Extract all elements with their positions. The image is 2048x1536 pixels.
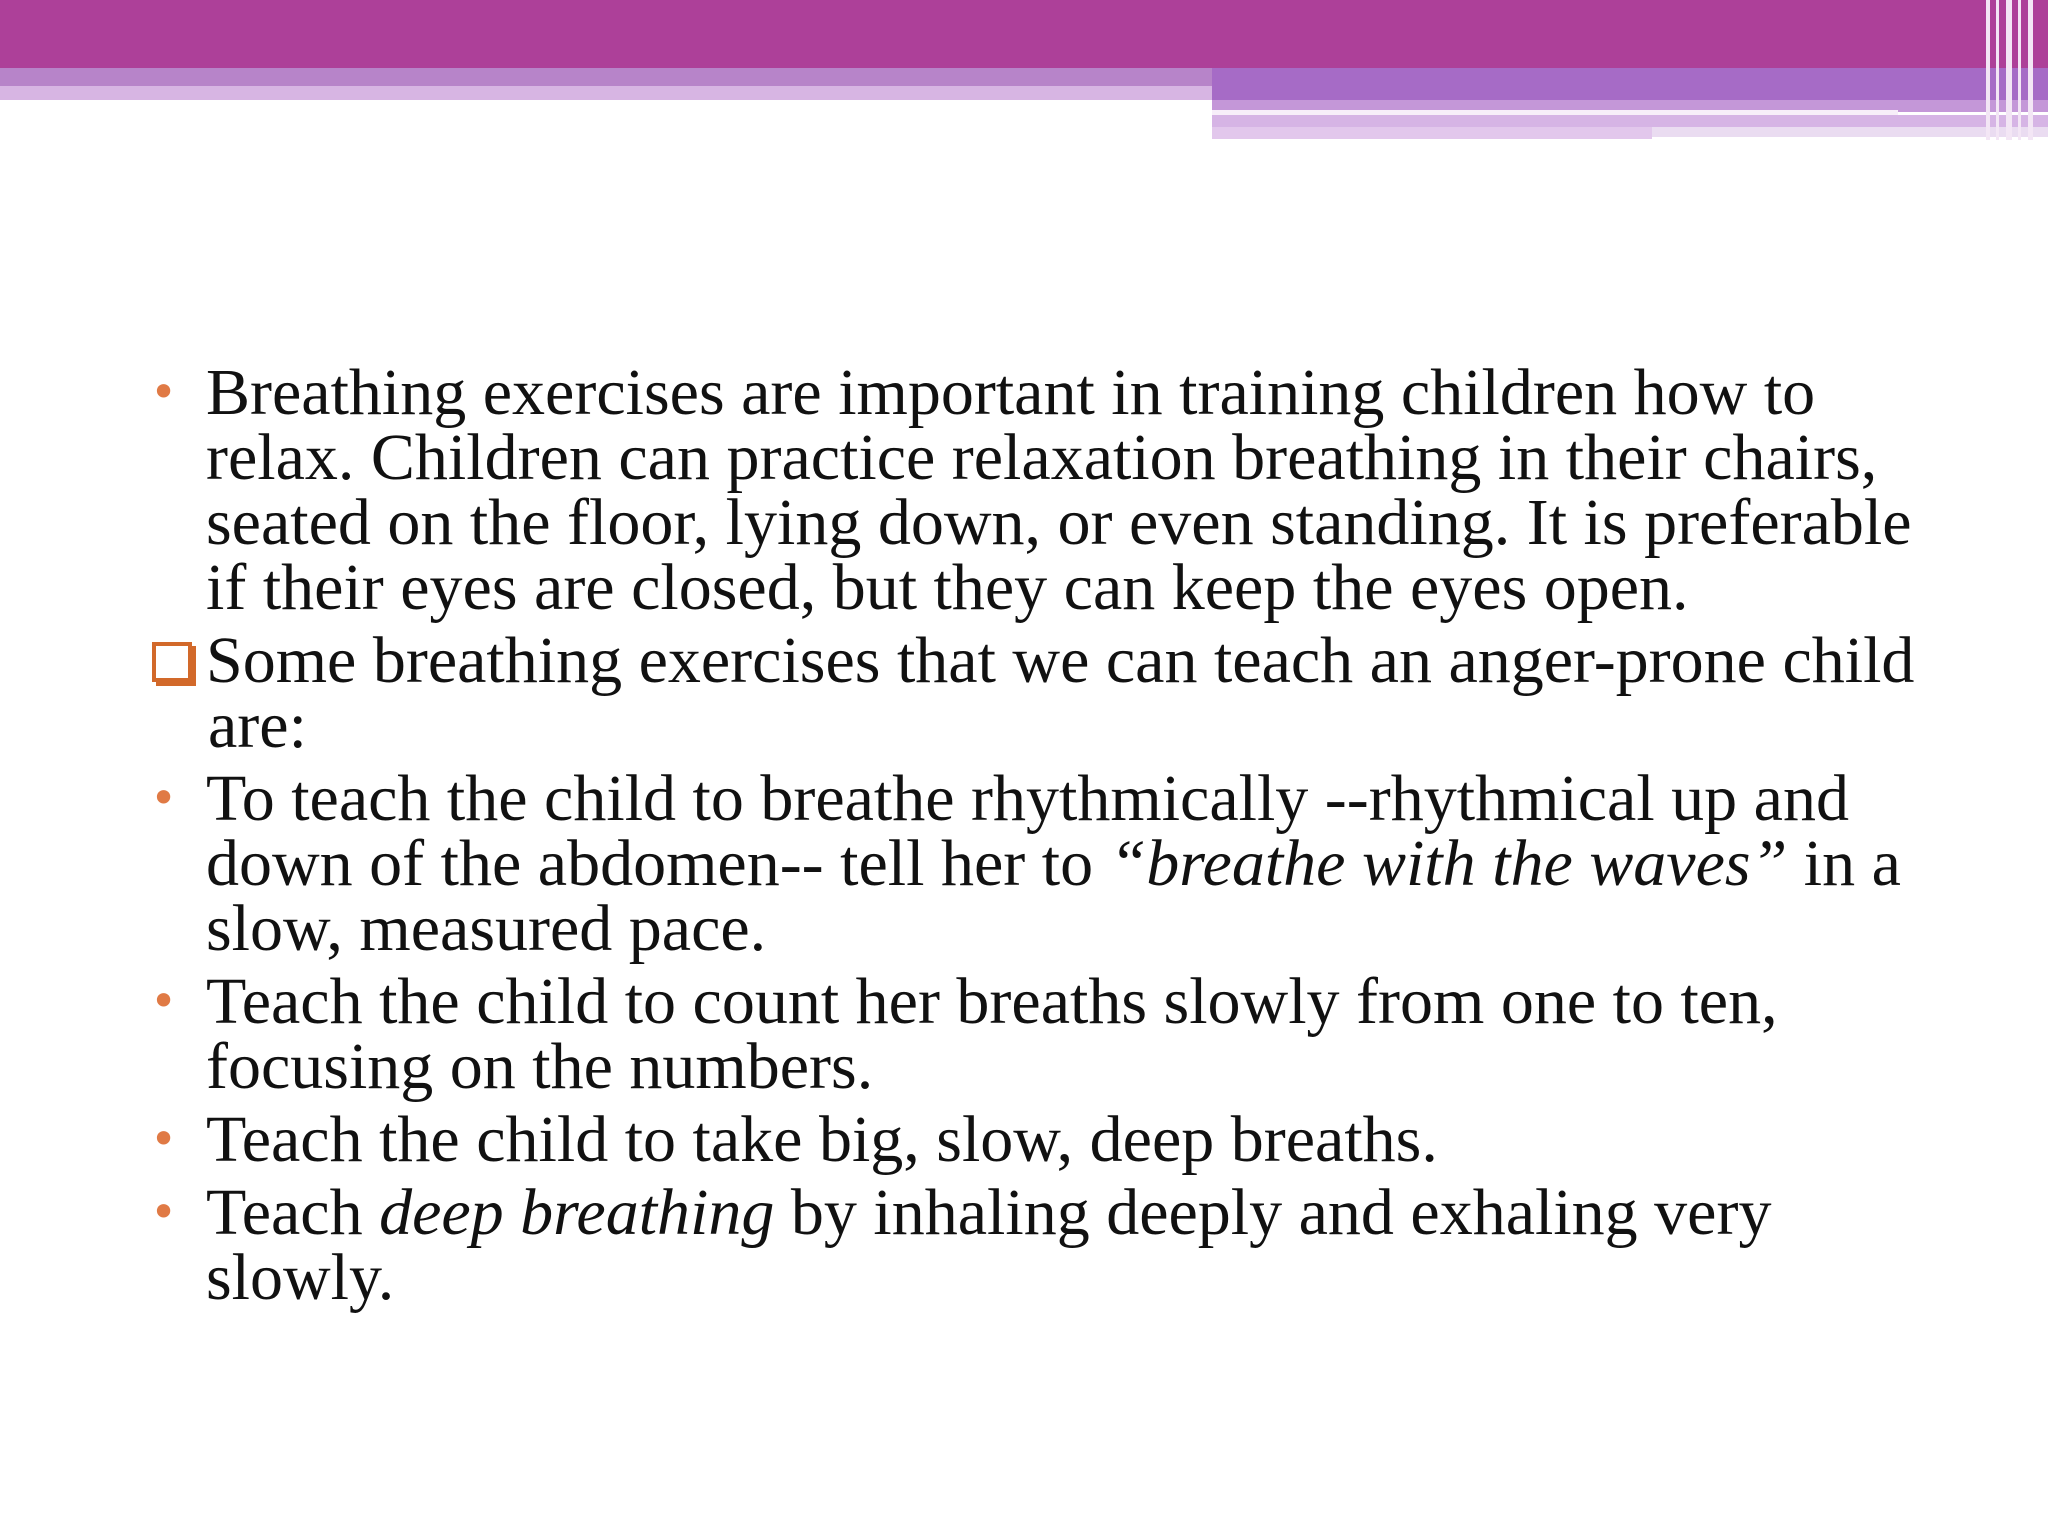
header-band-light-left — [0, 86, 1212, 100]
bullet-text: Some breathing exercises that we can teach an anger-prone child are: — [206, 624, 1915, 762]
bullet-text-part: in a slow, measured pace. — [206, 827, 1901, 965]
bullet-text — [206, 1176, 1771, 1314]
bullet-item — [150, 1103, 1950, 1176]
header-vertical-stripe — [2028, 0, 2033, 140]
bullet-dot-icon: • — [150, 974, 178, 1028]
bullet-dot-icon: • — [150, 1185, 178, 1239]
header-band-pale-right-lower — [1212, 127, 1652, 139]
bullet-text-italic: deep breathing — [379, 1176, 775, 1249]
header-vertical-stripe — [2006, 0, 2012, 140]
header-vertical-stripe — [2018, 0, 2021, 140]
bullet-item — [150, 356, 1950, 624]
bullet-item — [150, 1176, 1950, 1314]
checkbox-square-icon — [152, 642, 192, 682]
header-vertical-stripe — [1996, 0, 1999, 140]
bullet-dot-icon: • — [150, 1112, 178, 1166]
bullet-text — [206, 762, 1901, 965]
bullet-item-checkbox — [150, 624, 1950, 762]
bullet-text: Teach the child to take big, slow, deep breaths. — [206, 1103, 1438, 1176]
header-vertical-stripe — [1986, 0, 1990, 140]
bullet-list — [150, 356, 1950, 1318]
bullet-text: Breathing exercises are important in training children how to relax. Children can practice relaxation breathing in their chairs, seated on the floor, lying down, or even standing. It is preferable if their eyes are closed, but they can keep the eyes open. — [206, 356, 1912, 624]
bullet-dot-icon: • — [150, 771, 178, 825]
bullet-text-part: Teach — [206, 1176, 380, 1249]
bullet-text-part: To teach the child to breathe rhythmically --rhythmical up and down of the abdomen-- tell her to — [206, 762, 1849, 900]
bullet-item — [150, 762, 1950, 965]
bullet-text-italic: “breathe with the waves” — [1109, 827, 1788, 900]
bullet-text-part: by inhaling deeply and exhaling very slowly. — [206, 1176, 1772, 1314]
header-band-purple-right — [1212, 68, 2048, 100]
bullet-dot-icon: • — [150, 365, 178, 419]
header-band-pale-right — [1212, 115, 2048, 127]
bullet-item — [150, 965, 1950, 1103]
bullet-text: Teach the child to count her breaths slowly from one to ten, focusing on the numbers. — [206, 965, 1778, 1103]
header-band-magenta — [0, 0, 2048, 68]
